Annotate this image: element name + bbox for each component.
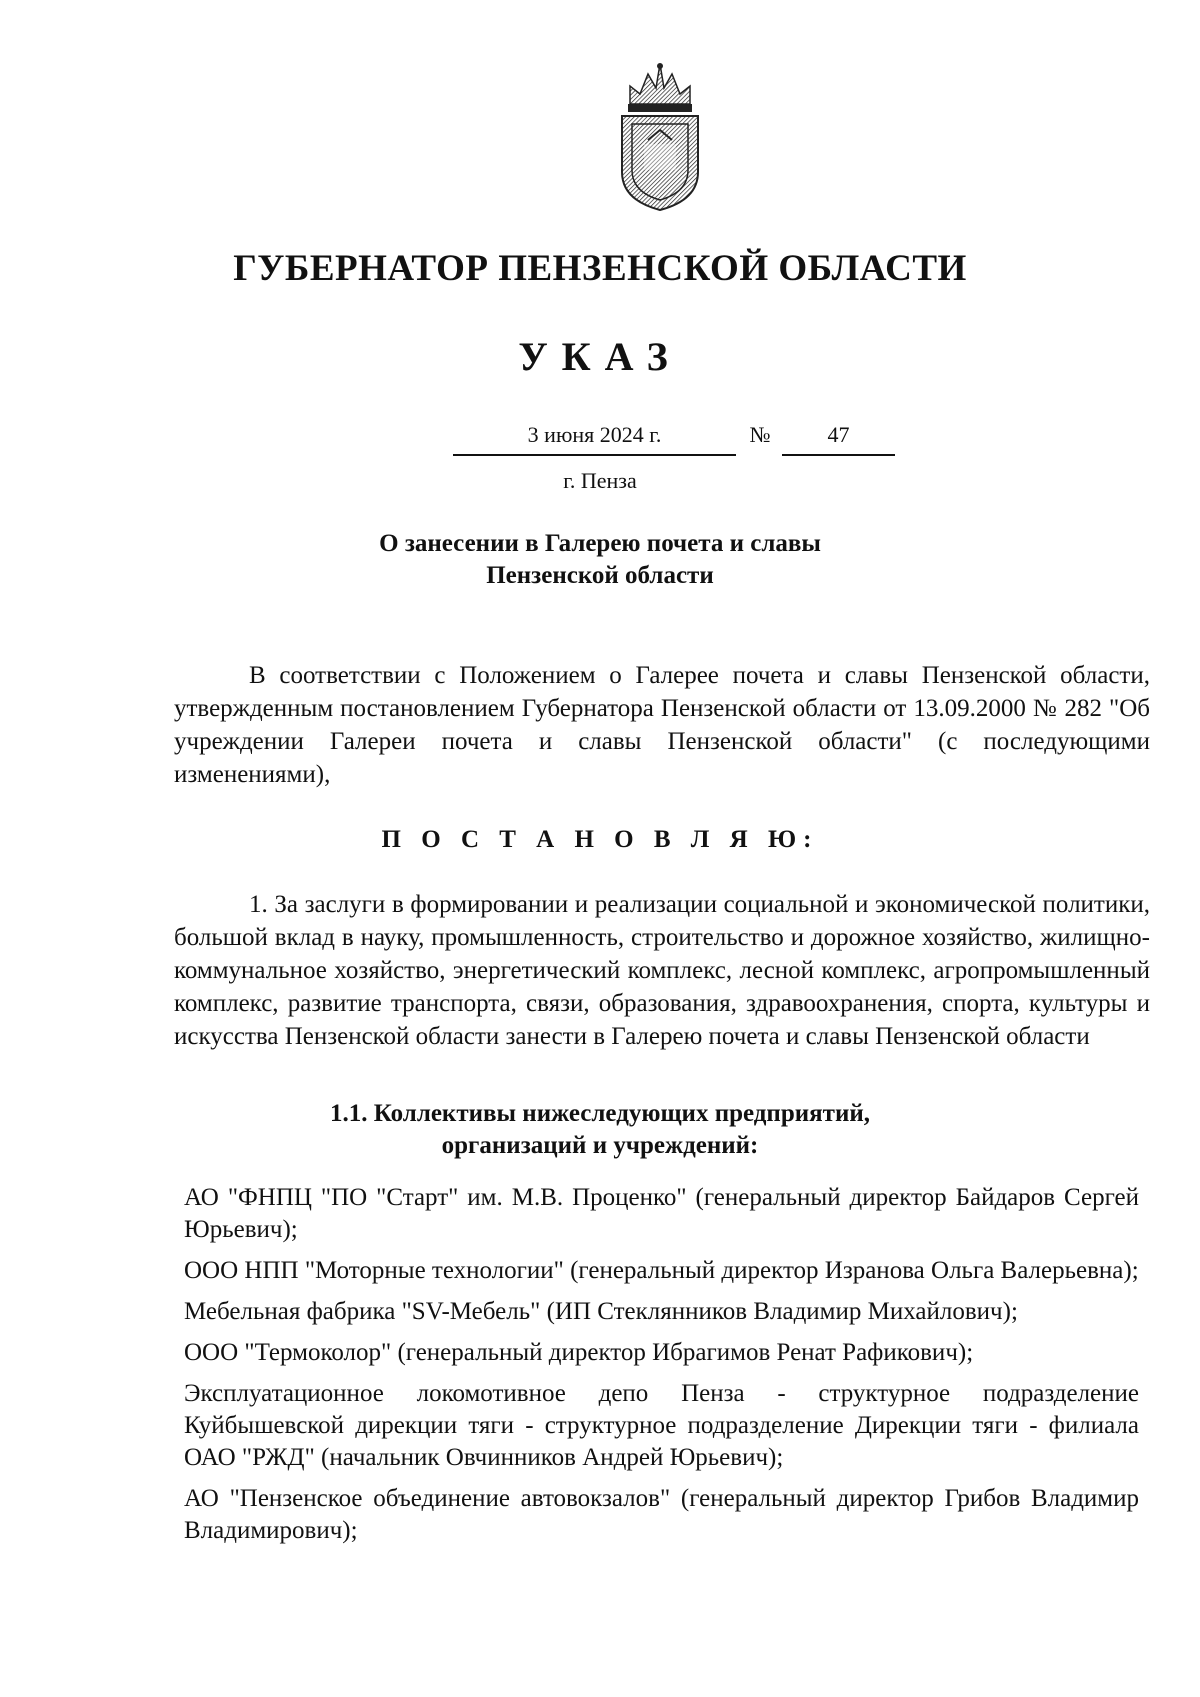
list-item: АО "Пензенское объединение автовокзалов" (генеральный директор Грибов Владимир Владимирович);	[184, 1485, 1139, 1544]
organizations-list	[184, 1182, 1139, 1556]
subheading-line-2: организаций и учреждений:	[441, 1132, 759, 1159]
list-item: АО "ФНПЦ "ПО "Старт" им. М.В. Проценко" (генеральный директор Байдаров Сергей Юрьевич);	[184, 1184, 1139, 1243]
preamble-paragraph: В соответствии с Положением о Галерее почета и славы Пензенской области, утвержденным постановлением Губернатора Пензенской области от 13.09.2000 № 282 "Об учреждении Галереи почета и славы Пензенской области" (с последующими изменениями),	[174, 662, 1150, 788]
clause-1-1-heading	[0, 1098, 1200, 1162]
list-item: Эксплуатационное локомотивное депо Пенза - структурное подразделение Куйбышевской дирекции тяги - структурное подразделение Дирекции тяги - филиала ОАО "РЖД" (начальник Овчинников Андрей Юрьевич);	[184, 1380, 1139, 1471]
document-city: г. Пенза	[563, 468, 637, 493]
clause-1-paragraph: 1. За заслуги в формировании и реализации социальной и экономической политики, большой вклад в науку, промышленность, строительство и дорожное хозяйство, жилищно-коммунальное хозяйство, энергетический комплекс, лесной комплекс, агропромышленный комплекс, развитие транспорта, связи, образования, здравоохранения, спорта, культуры и искусства Пензенской области занести в Галерею почета и славы Пензенской области	[174, 891, 1150, 1050]
list-item: Мебельная фабрика "SV-Мебель" (ИП Стеклянников Владимир Михайлович);	[184, 1298, 1018, 1325]
issuing-authority: ГУБЕРНАТОР ПЕНЗЕНСКОЙ ОБЛАСТИ	[233, 248, 967, 289]
document-title	[0, 528, 1200, 592]
list-item: ООО "Термоколор" (генеральный директор Ибрагимов Ренат Рафикович);	[184, 1339, 974, 1366]
document-date: 3 июня 2024 г.	[453, 422, 736, 456]
subheading-line-1: 1.1. Коллективы нижеследующих предприятий,	[329, 1100, 870, 1127]
list-item: ООО НПП "Моторные технологии" (генеральный директор Изранова Ольга Валерьевна);	[184, 1257, 1139, 1284]
coat-of-arms-emblem	[610, 60, 710, 212]
number-sign: №	[749, 422, 771, 447]
document-number: 47	[782, 422, 895, 456]
title-line-1: О занесении в Галерею почета и славы	[379, 530, 821, 557]
title-line-2: Пензенской области	[486, 562, 714, 589]
document-type: УКАЗ	[518, 334, 682, 379]
decree-word: П О С Т А Н О В Л Я Ю:	[381, 826, 819, 853]
